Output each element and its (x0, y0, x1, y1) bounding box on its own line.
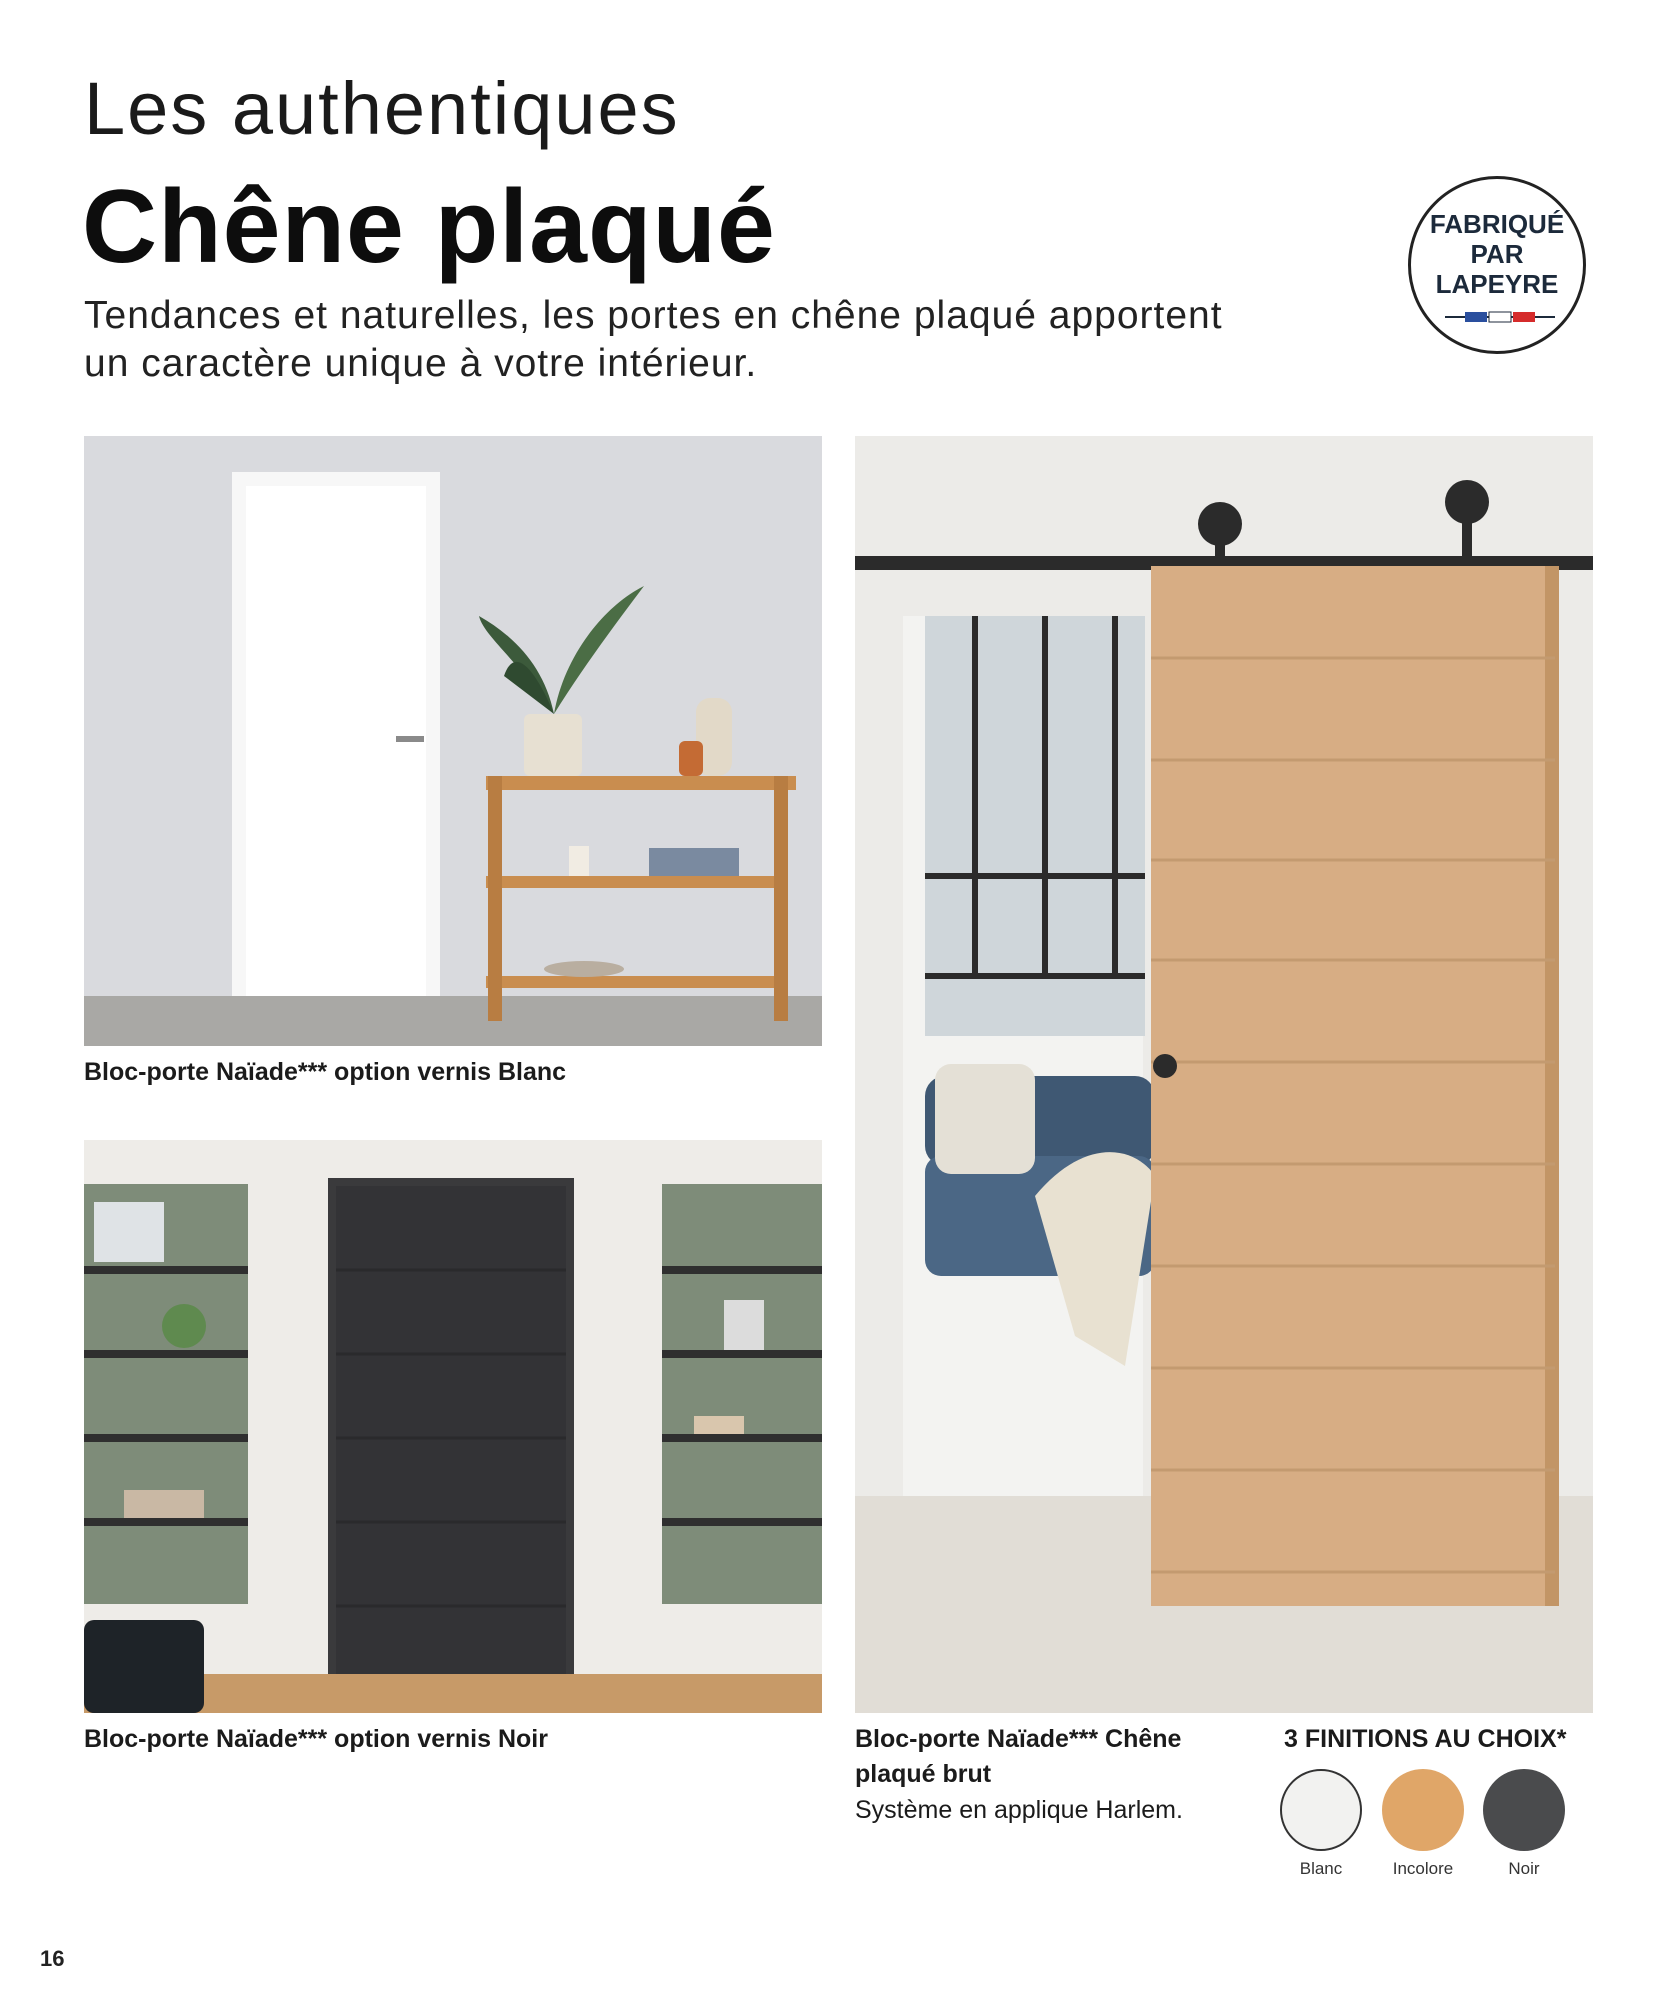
kicker-heading: Les authentiques (84, 67, 680, 150)
swatch-label-noir: Noir (1508, 1859, 1540, 1878)
badge-line-1: FABRIQUÉ (1429, 209, 1565, 239)
intro-line-1: Tendances et naturelles, les portes en chêne plaqué apportent (84, 294, 1223, 337)
page-number: 16 (40, 1946, 65, 1971)
caption-black-door: Bloc-porte Naïade*** option vernis Noir (84, 1725, 548, 1753)
badge-line-3: LAPEYRE (1435, 269, 1559, 299)
photo-oak-sliding-door (855, 436, 1593, 1713)
intro-line-2: un caractère unique à votre intérieur. (84, 342, 758, 385)
swatch-incolore (1382, 1769, 1464, 1851)
swatch-blanc (1280, 1769, 1362, 1851)
page-title: Chêne plaqué (82, 169, 776, 285)
caption-white-door: Bloc-porte Naïade*** option vernis Blanc (84, 1058, 567, 1086)
swatch-noir (1483, 1769, 1565, 1851)
swatch-label-blanc: Blanc (1299, 1859, 1343, 1878)
intro-text (84, 292, 1344, 388)
finishes-title: 3 FINITIONS AU CHOIX* (1284, 1725, 1567, 1753)
photo-white-door (84, 436, 822, 1046)
swatch-label-incolore: Incolore (1392, 1859, 1454, 1878)
caption-oak-door-line-1: Bloc-porte Naïade*** Chêne (855, 1725, 1182, 1753)
caption-oak-door-line-2: plaqué brut (855, 1760, 992, 1788)
photo-black-door (84, 1140, 822, 1713)
french-flag-icon (1445, 311, 1555, 323)
badge-line-2: PAR (1470, 239, 1524, 269)
made-by-lapeyre-badge (1408, 176, 1586, 354)
caption-oak-door-subtext: Système en applique Harlem. (855, 1796, 1183, 1824)
